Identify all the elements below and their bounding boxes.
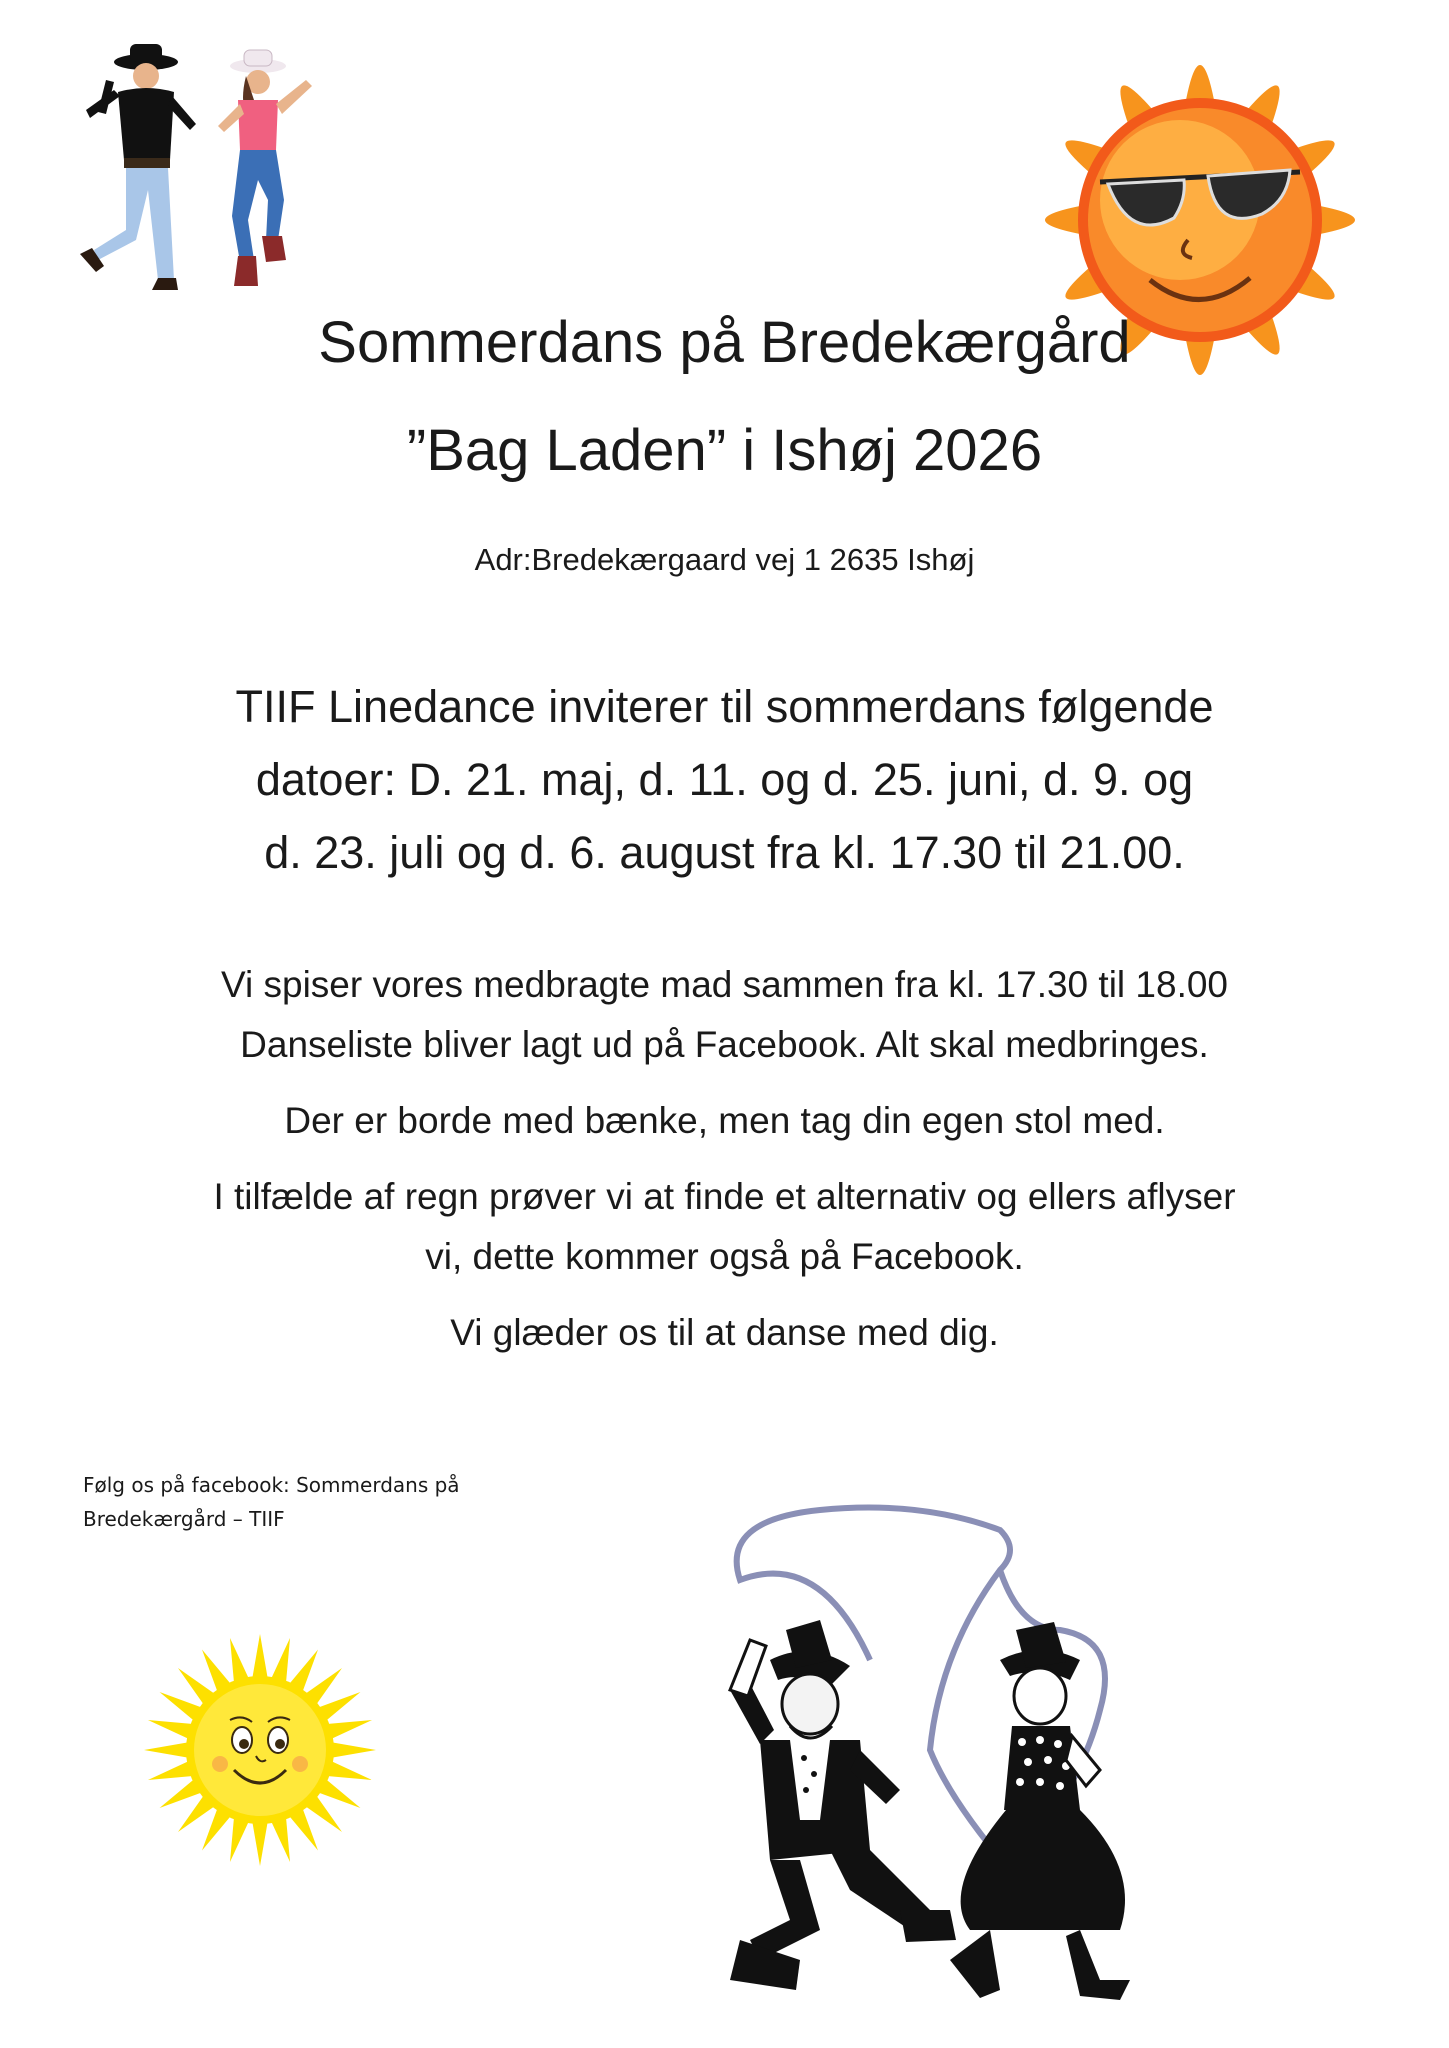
facebook-note-line: Bredekærgård – TIIF (83, 1507, 285, 1531)
flyer-info (0, 955, 1449, 1363)
flyer-address: Adr:Bredekærgaard vej 1 2635 Ishøj (474, 542, 975, 577)
intro-line: d. 23. juli og d. 6. august fra kl. 17.30 til 21.00. (264, 827, 1185, 878)
line-dancers-icon (78, 40, 318, 290)
info-line: vi, dette kommer også på Facebook. (425, 1236, 1024, 1277)
info-line: Vi glæder os til at danse med dig. (450, 1312, 999, 1353)
info-line: Danseliste bliver lagt ud på Facebook. Alt skal medbringes. (240, 1024, 1209, 1065)
intro-line: datoer: D. 21. maj, d. 11. og d. 25. juni, d. 9. og (255, 754, 1194, 805)
flyer-intro (0, 670, 1449, 889)
cowboy-dancer-icon (80, 44, 196, 290)
info-line: Vi spiser vores medbragte mad sammen fra kl. 17.30 til 18.00 (220, 964, 1229, 1005)
facebook-note-line: Følg os på facebook: Sommerdans på (83, 1473, 460, 1497)
intro-line: TIIF Linedance inviterer til sommerdans følgende (235, 681, 1214, 732)
cowboy-icon (730, 1620, 956, 1990)
info-line: I tilfælde af regn prøver vi at finde et alternativ og ellers aflyser (213, 1176, 1236, 1217)
flyer-title-line1: Sommerdans på Bredekærgård (318, 310, 1131, 375)
cowboy-couple-lasso-icon (700, 1490, 1320, 2030)
cowgirl-dancer-icon (218, 50, 312, 286)
flyer-title-line2: ”Bag Laden” i Ishøj 2026 (406, 418, 1043, 483)
facebook-note (83, 1468, 460, 1536)
info-line: Der er borde med bænke, men tag din egen stol med. (284, 1100, 1165, 1141)
smiling-sun-icon (140, 1630, 380, 1870)
